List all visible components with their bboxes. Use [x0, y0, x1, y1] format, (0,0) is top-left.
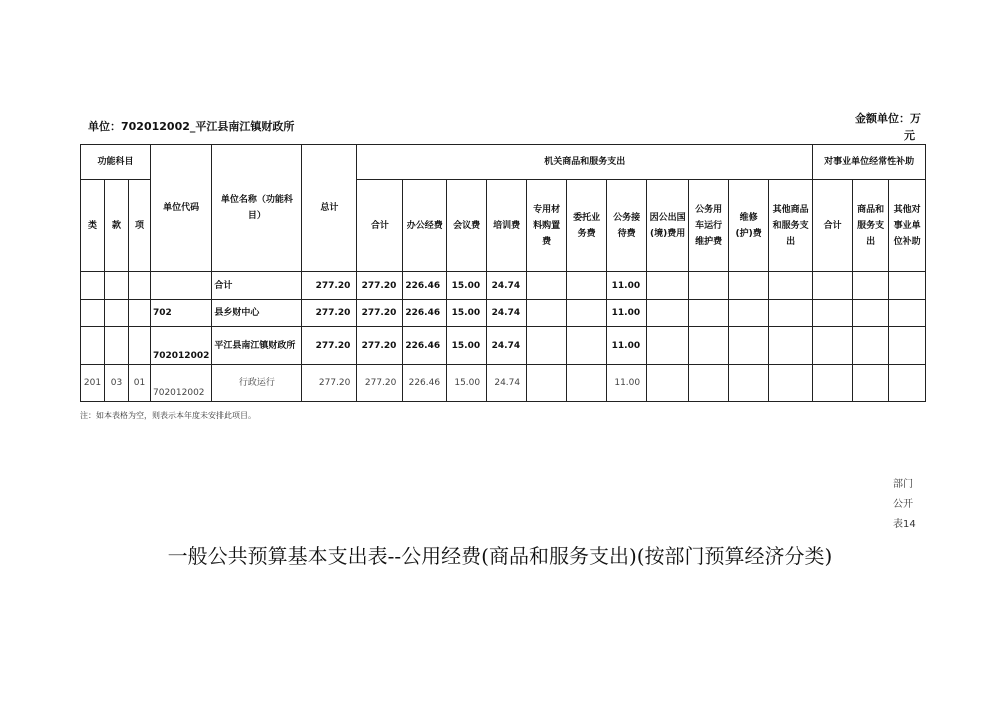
- name-cell: 平江县南江镇财政所: [212, 327, 302, 365]
- kuan-cell: [105, 327, 129, 365]
- table-row: [81, 300, 926, 327]
- xiang-cell: [129, 327, 151, 365]
- gs-col-header: 办公经费: [403, 180, 447, 272]
- table-row: [81, 365, 926, 402]
- table-row: [81, 272, 926, 300]
- subsidy-header: 对事业单位经常性补助: [813, 145, 926, 180]
- lei-header: 类: [81, 180, 105, 272]
- gs-total-cell: 277.20: [357, 365, 403, 402]
- meeting-cell: 15.00: [447, 365, 487, 402]
- code-cell: 702012002: [151, 327, 212, 365]
- name-cell: 行政运行: [212, 365, 302, 402]
- total-cell: 277.20: [302, 365, 357, 402]
- side-label-line: 公开: [893, 499, 913, 510]
- gs-total-cell: 277.20: [357, 300, 403, 327]
- budget-table: [80, 144, 926, 402]
- kuan-header: 款: [105, 180, 129, 272]
- amount-unit-line2: 元: [904, 129, 915, 142]
- amount-unit-line1: 金额单位：万: [855, 112, 921, 125]
- side-label-line: 表14: [893, 519, 916, 530]
- name-cell: 县乡财中心: [212, 300, 302, 327]
- meeting-cell: 15.00: [447, 272, 487, 300]
- training-cell: 24.74: [487, 327, 527, 365]
- office-cell: 226.46: [403, 327, 447, 365]
- sub-col-header: 其他对事业单位补助: [889, 180, 926, 272]
- lei-cell: 201: [81, 365, 105, 402]
- gs-col-header: 因公出国(境)费用: [647, 180, 689, 272]
- table-note: 注：如本表格为空，则表示本年度未安排此项目。: [80, 411, 256, 420]
- gs-col-header: 培训费: [487, 180, 527, 272]
- unit-code-header: 单位代码: [151, 145, 212, 272]
- sub-col-header: 商品和服务支出: [853, 180, 889, 272]
- gs-col-header: 会议费: [447, 180, 487, 272]
- side-label: [893, 475, 916, 535]
- gs-col-header: 其他商品和服务支出: [769, 180, 813, 272]
- gs-col-header: 公务接待费: [607, 180, 647, 272]
- unit-label: 单位：702012002_平江县南江镇财政所: [88, 120, 295, 133]
- xiang-cell: [129, 300, 151, 327]
- training-cell: 24.74: [487, 365, 527, 402]
- lei-cell: [81, 272, 105, 300]
- training-cell: 24.74: [487, 300, 527, 327]
- gs-col-header: 维修(护)费: [729, 180, 769, 272]
- name-cell: 合计: [212, 272, 302, 300]
- training-cell: 24.74: [487, 272, 527, 300]
- header-row-1: [81, 145, 926, 180]
- office-cell: 226.46: [403, 272, 447, 300]
- meeting-cell: 15.00: [447, 327, 487, 365]
- table-row: [81, 327, 926, 365]
- kuan-cell: 03: [105, 365, 129, 402]
- lei-cell: [81, 327, 105, 365]
- total-cell: 277.20: [302, 327, 357, 365]
- code-cell: 702012002: [151, 365, 212, 402]
- office-cell: 226.46: [403, 300, 447, 327]
- xiang-cell: [129, 272, 151, 300]
- gs-col-header: 合计: [357, 180, 403, 272]
- office-cell: 226.46: [403, 365, 447, 402]
- total-cell: 277.20: [302, 272, 357, 300]
- reception-cell: 11.00: [607, 365, 647, 402]
- gs-col-header: 公务用车运行维护费: [689, 180, 729, 272]
- side-label-line: 部门: [893, 479, 913, 490]
- gs-total-cell: 277.20: [357, 327, 403, 365]
- gs-col-header: 委托业务费: [567, 180, 607, 272]
- meeting-cell: 15.00: [447, 300, 487, 327]
- reception-cell: 11.00: [607, 327, 647, 365]
- code-cell: [151, 272, 212, 300]
- reception-cell: 11.00: [607, 300, 647, 327]
- page-title: 一般公共预算基本支出表--公用经费(商品和服务支出)(按部门预算经济分类): [167, 544, 833, 568]
- code-cell: 702: [151, 300, 212, 327]
- goods-services-header: 机关商品和服务支出: [357, 145, 813, 180]
- total-cell: 277.20: [302, 300, 357, 327]
- gs-total-cell: 277.20: [357, 272, 403, 300]
- unit-name-header: 单位名称（功能科目）: [212, 145, 302, 272]
- kuan-cell: [105, 272, 129, 300]
- amount-unit-label: [855, 110, 921, 144]
- reception-cell: 11.00: [607, 272, 647, 300]
- functional-subject-header: 功能科目: [81, 145, 151, 180]
- sub-col-header: 合计: [813, 180, 853, 272]
- kuan-cell: [105, 300, 129, 327]
- total-header: 总计: [302, 145, 357, 272]
- xiang-cell: 01: [129, 365, 151, 402]
- xiang-header: 项: [129, 180, 151, 272]
- lei-cell: [81, 300, 105, 327]
- gs-col-header: 专用材料购置费: [527, 180, 567, 272]
